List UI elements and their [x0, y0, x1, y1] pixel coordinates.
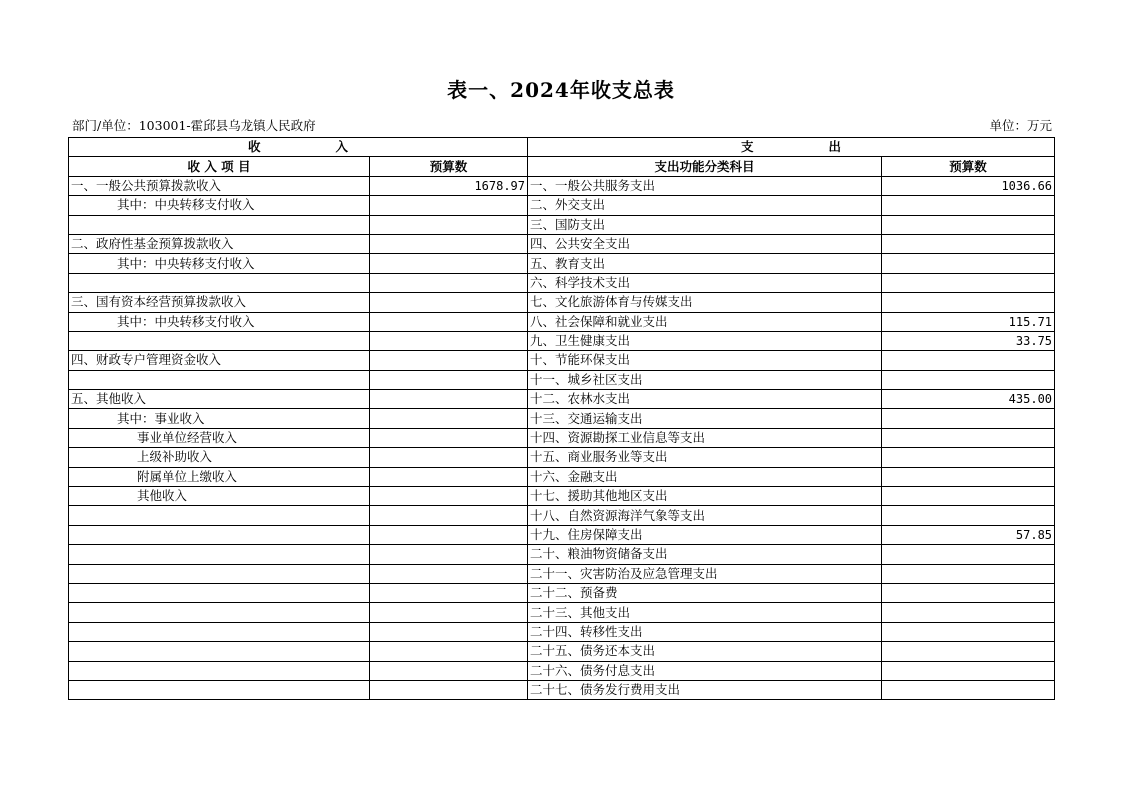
- expense-item-cell: 十一、城乡社区支出: [528, 370, 882, 389]
- table-row: [69, 370, 1055, 389]
- income-item-cell: [69, 564, 370, 583]
- income-item-cell: 其中：中央转移支付收入: [69, 254, 370, 273]
- expense-item-cell: 二十、粮油物资储备支出: [528, 545, 882, 564]
- income-amount-cell: [370, 622, 528, 641]
- income-amount-cell: [370, 525, 528, 544]
- income-item-cell: [69, 583, 370, 602]
- unit-label: 单位：万元: [989, 118, 1052, 133]
- income-amount-cell: [370, 642, 528, 661]
- income-item-cell: [69, 603, 370, 622]
- expense-amount-cell: [882, 409, 1055, 428]
- income-amount-cell: [370, 545, 528, 564]
- income-item-cell: [69, 370, 370, 389]
- income-item-cell: [69, 661, 370, 680]
- expense-item-cell: 二十七、债务发行费用支出: [528, 680, 882, 699]
- table-row: [69, 487, 1055, 506]
- expense-amount-cell: [882, 370, 1055, 389]
- expense-item-cell: 七、文化旅游体育与传媒支出: [528, 293, 882, 312]
- income-amount-cell: [370, 680, 528, 699]
- expense-item-cell: 九、卫生健康支出: [528, 331, 882, 350]
- income-item-cell: 附属单位上缴收入: [69, 467, 370, 486]
- expense-item-cell: 十九、住房保障支出: [528, 525, 882, 544]
- income-item-cell: 其中：中央转移支付收入: [69, 196, 370, 215]
- expense-item-cell: 二十六、债务付息支出: [528, 661, 882, 680]
- income-amount-header: 预算数: [370, 157, 528, 176]
- income-amount-cell: [370, 467, 528, 486]
- income-amount-cell: [370, 428, 528, 447]
- income-item-cell: [69, 331, 370, 350]
- income-amount-cell: [370, 370, 528, 389]
- table-row: [69, 176, 1055, 195]
- table-row: [69, 448, 1055, 467]
- table-row: [69, 234, 1055, 253]
- expense-item-cell: 十四、资源勘探工业信息等支出: [528, 428, 882, 447]
- table-row: [69, 583, 1055, 602]
- expense-amount-cell: 33.75: [882, 331, 1055, 350]
- table-row: [69, 293, 1055, 312]
- expense-amount-cell: 435.00: [882, 390, 1055, 409]
- page-title: 表一、2024年收支总表: [447, 78, 675, 102]
- income-item-cell: 二、政府性基金预算拨款收入: [69, 234, 370, 253]
- expense-amount-cell: [882, 564, 1055, 583]
- expense-item-cell: 十六、金融支出: [528, 467, 882, 486]
- table-row: [69, 661, 1055, 680]
- income-item-cell: 上级补助收入: [69, 448, 370, 467]
- expense-amount-cell: [882, 661, 1055, 680]
- table-row: [69, 254, 1055, 273]
- expense-item-cell: 三、国防支出: [528, 215, 882, 234]
- expense-amount-cell: [882, 273, 1055, 292]
- expense-item-cell: 十八、自然资源海洋气象等支出: [528, 506, 882, 525]
- income-header: 收 入: [69, 138, 528, 157]
- income-amount-cell: [370, 448, 528, 467]
- expense-amount-cell: [882, 642, 1055, 661]
- income-amount-cell: [370, 487, 528, 506]
- expense-amount-cell: [882, 680, 1055, 699]
- income-amount-cell: [370, 583, 528, 602]
- income-amount-cell: [370, 234, 528, 253]
- income-amount-cell: [370, 312, 528, 331]
- income-item-cell: [69, 525, 370, 544]
- expense-amount-cell: 1036.66: [882, 176, 1055, 195]
- expense-amount-cell: [882, 506, 1055, 525]
- table-row: [69, 642, 1055, 661]
- income-item-cell: [69, 273, 370, 292]
- income-item-cell: [69, 642, 370, 661]
- income-amount-cell: [370, 661, 528, 680]
- expense-amount-cell: 57.85: [882, 525, 1055, 544]
- table-row: [69, 409, 1055, 428]
- expense-item-cell: 二、外交支出: [528, 196, 882, 215]
- table-header-row: [69, 138, 1055, 157]
- income-item-cell: 四、财政专户管理资金收入: [69, 351, 370, 370]
- table-subheader-row: [69, 157, 1055, 176]
- income-amount-cell: 1678.97: [370, 176, 528, 195]
- expense-item-cell: 六、科学技术支出: [528, 273, 882, 292]
- income-amount-cell: [370, 215, 528, 234]
- table-row: [69, 564, 1055, 583]
- income-item-cell: 其他收入: [69, 487, 370, 506]
- expense-item-cell: 一、一般公共服务支出: [528, 176, 882, 195]
- expense-amount-cell: [882, 545, 1055, 564]
- expense-amount-cell: [882, 622, 1055, 641]
- income-amount-cell: [370, 254, 528, 273]
- income-item-cell: [69, 545, 370, 564]
- expense-amount-cell: [882, 448, 1055, 467]
- table-row: [69, 603, 1055, 622]
- expense-item-cell: 十二、农林水支出: [528, 390, 882, 409]
- expense-amount-cell: [882, 583, 1055, 602]
- table-row: [69, 622, 1055, 641]
- expense-item-header: 支出功能分类科目: [528, 157, 882, 176]
- expense-amount-cell: [882, 254, 1055, 273]
- income-amount-cell: [370, 506, 528, 525]
- expense-item-cell: 十三、交通运输支出: [528, 409, 882, 428]
- expense-item-cell: 二十一、灾害防治及应急管理支出: [528, 564, 882, 583]
- table-row: [69, 215, 1055, 234]
- expense-amount-cell: [882, 234, 1055, 253]
- expense-header: 支 出: [528, 138, 1055, 157]
- income-item-cell: 事业单位经营收入: [69, 428, 370, 447]
- expense-amount-cell: [882, 487, 1055, 506]
- expense-item-cell: 二十五、债务还本支出: [528, 642, 882, 661]
- income-amount-cell: [370, 603, 528, 622]
- income-item-cell: [69, 680, 370, 699]
- expense-amount-cell: [882, 351, 1055, 370]
- income-amount-cell: [370, 196, 528, 215]
- income-item-cell: 一、一般公共预算拨款收入: [69, 176, 370, 195]
- budget-summary-table: [68, 137, 1055, 700]
- table-row: [69, 273, 1055, 292]
- expense-item-cell: 十、节能环保支出: [528, 351, 882, 370]
- table-row: [69, 196, 1055, 215]
- expense-item-cell: 二十四、转移性支出: [528, 622, 882, 641]
- income-amount-cell: [370, 351, 528, 370]
- expense-amount-cell: [882, 215, 1055, 234]
- income-item-cell: 三、国有资本经营预算拨款收入: [69, 293, 370, 312]
- income-item-cell: 其中：中央转移支付收入: [69, 312, 370, 331]
- expense-amount-cell: 115.71: [882, 312, 1055, 331]
- expense-amount-header: 预算数: [882, 157, 1055, 176]
- expense-item-cell: 十五、商业服务业等支出: [528, 448, 882, 467]
- income-amount-cell: [370, 564, 528, 583]
- table-row: [69, 545, 1055, 564]
- expense-amount-cell: [882, 293, 1055, 312]
- expense-amount-cell: [882, 196, 1055, 215]
- table-row: [69, 680, 1055, 699]
- expense-item-cell: 四、公共安全支出: [528, 234, 882, 253]
- income-amount-cell: [370, 390, 528, 409]
- table-row: [69, 506, 1055, 525]
- expense-item-cell: 二十二、预备费: [528, 583, 882, 602]
- income-item-cell: 五、其他收入: [69, 390, 370, 409]
- income-amount-cell: [370, 331, 528, 350]
- table-row: [69, 390, 1055, 409]
- table-row: [69, 525, 1055, 544]
- income-item-cell: [69, 622, 370, 641]
- expense-item-cell: 五、教育支出: [528, 254, 882, 273]
- table-row: [69, 312, 1055, 331]
- expense-item-cell: 二十三、其他支出: [528, 603, 882, 622]
- expense-item-cell: 八、社会保障和就业支出: [528, 312, 882, 331]
- department-label: 部门/单位：103001-霍邱县乌龙镇人民政府: [72, 118, 316, 133]
- income-item-cell: [69, 506, 370, 525]
- income-item-cell: [69, 215, 370, 234]
- expense-amount-cell: [882, 467, 1055, 486]
- table-row: [69, 467, 1055, 486]
- table-row: [69, 351, 1055, 370]
- table-row: [69, 428, 1055, 447]
- income-amount-cell: [370, 293, 528, 312]
- expense-amount-cell: [882, 603, 1055, 622]
- income-item-header: 收 入 项 目: [69, 157, 370, 176]
- income-amount-cell: [370, 409, 528, 428]
- income-item-cell: 其中：事业收入: [69, 409, 370, 428]
- expense-item-cell: 十七、援助其他地区支出: [528, 487, 882, 506]
- expense-amount-cell: [882, 428, 1055, 447]
- income-amount-cell: [370, 273, 528, 292]
- table-row: [69, 331, 1055, 350]
